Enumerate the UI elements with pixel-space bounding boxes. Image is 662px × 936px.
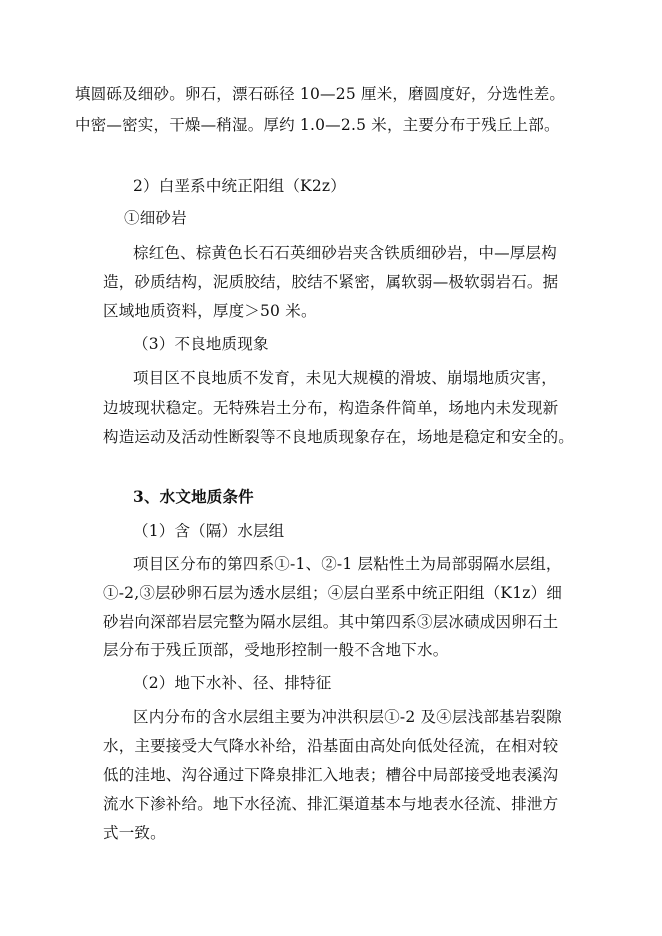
paragraph-1-line-1: 填圆砾及细砂。卵石，漂石砾径 10—25 厘米，磨圆度好，分选性差。 [75,85,566,103]
paragraph-5-line-1: 区内分布的含水层组主要为冲洪积层①-2 及④层浅部基岩裂隙 [133,708,562,726]
paragraph-2-line-3: 区域地质资料，厚度＞50 米。 [103,302,317,320]
paragraph-4-line-4: 层分布于残丘顶部，受地形控制一般不含地下水。 [103,641,449,659]
paragraph-2-line-1: 棕红色、棕黄色长石石英细砂岩夹含铁质细砂岩，中—厚层构 [133,244,557,262]
main-heading-3: 3、水文地质条件 [133,487,254,506]
subsection-1-heading: ①细砂岩 [124,209,187,227]
section-2-heading: 2）白垩系中统正阳组（K2z） [133,177,346,195]
subheading-1: （1）含（隔）水层组 [133,522,285,540]
paragraph-3-line-1: 项目区不良地质不发育，未见大规模的滑坡、崩塌地质灾害， [133,369,557,387]
paragraph-2-line-2: 造，砂质结构，泥质胶结，胶结不紧密，属软弱—极软弱岩石。据 [103,273,559,291]
paragraph-4-line-2: ①-2,③层砂卵石层为透水层组；④层白垩系中统正阳组（K1z）细 [103,584,563,602]
subheading-2: （2）地下水补、径、排特征 [133,674,332,692]
paragraph-5-line-4: 流水下渗补给。地下水径流、排汇渠道基本与地表水径流、排泄方 [103,795,559,813]
paragraph-3-line-3: 构造运动及活动性断裂等不良地质现象存在，场地是稳定和安全的。 [103,428,575,446]
section-3-heading: （3）不良地质现象 [133,335,269,353]
paragraph-5-line-2: 水，主要接受大气降水补给，沿基面由高处向低处径流，在相对较 [103,737,559,755]
paragraph-4-line-1: 项目区分布的第四系①-1、②-1 层粘性土为局部弱隔水层组， [133,555,562,573]
paragraph-3-line-2: 边坡现状稳定。无特殊岩土分布，构造条件简单，场地内未发现新 [103,399,559,417]
paragraph-4-line-3: 砂岩向深部岩层完整为隔水层组。其中第四系③层冰碛成因卵石土 [103,613,559,631]
paragraph-1-line-2: 中密—密实，干燥—稍湿。厚约 1.0—2.5 米，主要分布于残丘上部。 [75,116,560,134]
paragraph-5-line-5: 式一致。 [103,824,166,842]
paragraph-5-line-3: 低的洼地、沟谷通过下降泉排汇入地表；槽谷中局部接受地表溪沟 [103,766,559,784]
